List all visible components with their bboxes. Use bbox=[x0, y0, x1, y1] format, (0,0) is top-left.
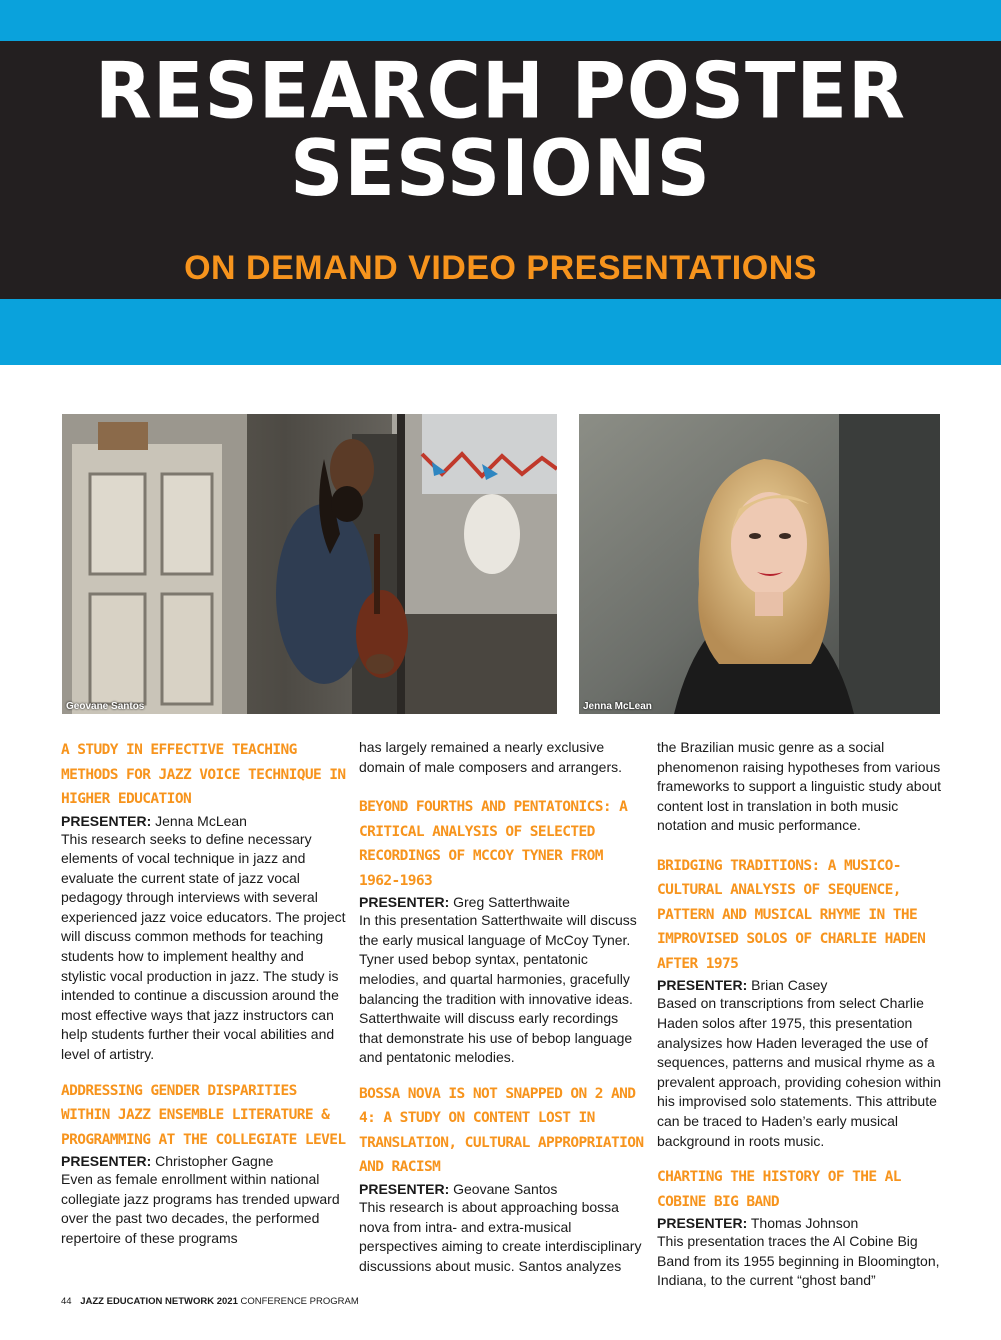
photo-geovane-santos bbox=[62, 414, 557, 714]
presenter-label: PRESENTER: bbox=[359, 1180, 450, 1197]
presenter-name: Jenna McLean bbox=[155, 812, 247, 829]
presenter-label: PRESENTER: bbox=[61, 812, 152, 829]
session-presenter bbox=[359, 1180, 644, 1198]
session-description: This research is about approaching bossa nova from intra- and extra-musical perspectives aiming to create interdisciplinary discussions about music. Santos analyzes bbox=[359, 1198, 642, 1274]
page-title bbox=[0, 46, 1001, 214]
session-description-continued: the Brazilian music genre as a social phenomenon raising hypotheses from various frameworks to support a linguistic study about content lost in translation in both music notation and music performance. bbox=[657, 739, 942, 834]
presenter-name: Christopher Gagne bbox=[155, 1153, 274, 1170]
session-presenter bbox=[61, 1152, 346, 1170]
session-presenter bbox=[61, 812, 346, 830]
presenter-label: PRESENTER: bbox=[359, 894, 450, 911]
presenter-label: PRESENTER: bbox=[657, 1215, 748, 1232]
presenter-label: PRESENTER: bbox=[61, 1153, 152, 1170]
photo-caption: Geovane Santos bbox=[66, 701, 145, 712]
session-1 bbox=[61, 738, 346, 1065]
presenter-label: PRESENTER: bbox=[657, 977, 748, 994]
presenter-name: Thomas Johnson bbox=[750, 1215, 859, 1232]
session-description: This presentation traces the Al Cobine Big Band from its 1955 beginning in Bloomington, Indiana, to the current “ghost band” bbox=[657, 1233, 940, 1289]
presenter-name: Brian Casey bbox=[751, 977, 828, 994]
top-blue-band bbox=[0, 0, 1001, 41]
footer-publication: JAZZ EDUCATION NETWORK 2021 bbox=[80, 1296, 238, 1307]
session-title: BRIDGING TRADITIONS: A MUSICO-CULTURAL ANALYSIS OF SEQUENCE, PATTERN AND MUSICAL RHYME IN THE IMPROVISED SOLOS OF CHARLIE HADEN AFTER 1975 bbox=[657, 857, 926, 972]
session-description: Even as female enrollment within national collegiate jazz programs has trended upward over the past two decades, the performed repertoire of these programs bbox=[61, 1171, 340, 1246]
page-number: 44 bbox=[61, 1296, 72, 1307]
session-title: BOSSA NOVA IS NOT SNAPPED ON 2 AND 4: A STUDY ON CONTENT LOST IN TRANSLATION, CULTURAL APPROPRIATION AND RACISM bbox=[359, 1085, 644, 1176]
session-title: A STUDY IN EFFECTIVE TEACHING METHODS FOR JAZZ VOICE TECHNIQUE IN HIGHER EDUCATION bbox=[61, 742, 346, 807]
session-presenter bbox=[657, 976, 942, 994]
footer-suffix: CONFERENCE PROGRAM bbox=[240, 1296, 359, 1307]
text-column-2 bbox=[359, 738, 644, 1276]
text-column-3 bbox=[657, 738, 942, 1291]
session-description: In this presentation Satterthwaite will discuss the early musical language of McCoy Tyner. Tyner used bebop syntax, pentatonic melodies, and quartal harmonies, gracefully balancing the tradition with innovative ideas. Satterthwaite will discuss early recordings that demonstrate his use of bebop language and pentatonic melodies. bbox=[359, 912, 637, 1066]
text-column-1 bbox=[61, 738, 346, 1249]
session-3 bbox=[359, 795, 644, 1068]
page-title-line-1: RESEARCH POSTER bbox=[94, 46, 907, 137]
session-title: CHARTING THE HISTORY OF THE AL COBINE BIG BAND bbox=[657, 1169, 901, 1210]
presenter-name: Geovane Santos bbox=[453, 1180, 558, 1197]
photo-caption: Jenna McLean bbox=[583, 701, 652, 712]
page-subtitle: ON DEMAND VIDEO PRESENTATIONS bbox=[184, 249, 817, 287]
session-description-continued: has largely remained a nearly exclusive domain of male composers and arrangers. bbox=[359, 739, 623, 775]
page-footer bbox=[61, 1296, 359, 1307]
session-description: This research seeks to define necessary elements of vocal technique in jazz and evaluate the current state of jazz vocal pedagogy through interviews with several experienced jazz voice educators. The project will discuss common methods for teaching students how to implement healthy and stylistic vocal production in jazz. The study is intended to continue a discussion around the most effective ways that jazz instructors can help students further their vocal abilities and level of artistry. bbox=[61, 830, 346, 1063]
session-5 bbox=[657, 854, 942, 1151]
session-presenter bbox=[657, 1214, 942, 1232]
session-description: Based on transcriptions from select Charlie Haden solos after 1975, this presentation analysizes how Haden leveraged the use of sequences, patterns and musical rhyme as a prevalent approach, providing cohesion within his improvised solo statements. This attribute can be traced to Haden’s early musical background in roots music. bbox=[657, 995, 942, 1149]
presenter-name: Greg Satterthwaite bbox=[453, 894, 570, 911]
session-2 bbox=[61, 1079, 346, 1249]
session-title: BEYOND FOURTHS AND PENTATONICS: A CRITICAL ANALYSIS OF SELECTED RECORDINGS OF MCCOY TYNER FROM 1962-1963 bbox=[359, 799, 628, 889]
session-6 bbox=[657, 1165, 942, 1291]
session-presenter bbox=[359, 893, 644, 911]
photo-jenna-mclean bbox=[579, 414, 940, 714]
session-4 bbox=[359, 1082, 644, 1276]
session-title: ADDRESSING GENDER DISPARITIES WITHIN JAZZ ENSEMBLE LITERATURE & PROGRAMMING AT THE COLLEGIATE LEVEL bbox=[61, 1082, 346, 1148]
bottom-blue-band bbox=[0, 299, 1001, 365]
page-title-line-2: SESSIONS bbox=[290, 123, 711, 214]
